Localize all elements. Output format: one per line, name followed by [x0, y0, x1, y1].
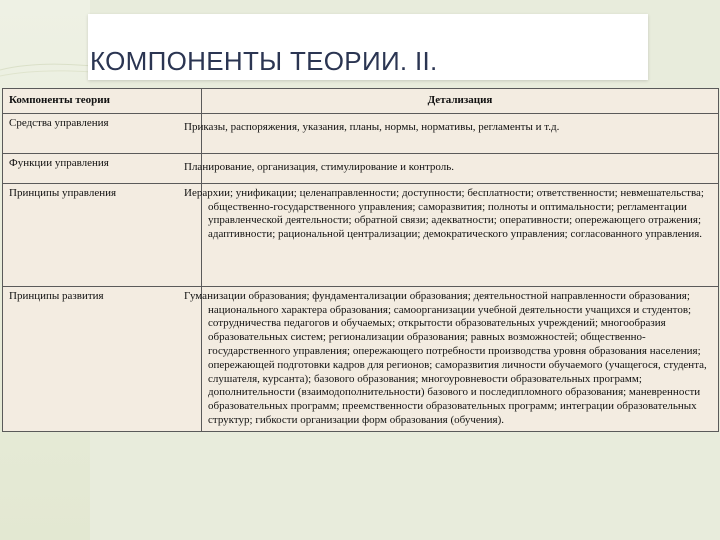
detail-cell: Гуманизации образования; фундаментализации образования; деятельностной направленности образования; национального характера образования; самоорганизации учебной деятельности учащихся и студентов; сотрудничества педагогов и обучаемых; открытости образовательных учреждений; многообразия образовательных систем; регионализации образования; равных возможностей; общественно-государственного управления; опережающего потребности производства уровня образования населения; опережающей подготовки кадров для регионов; саморазвития личности обучаемого (учащегося, студента, слушателя, курсанта); базового образования; многоуровневости образовательных программ; дополнительности (взаимодополнительности) базового и последипломного образования; маневренности образовательных программ; преемственности образовательных программ; интеграции образовательных структур; гибкости организации форм образования (обучения). [202, 286, 719, 431]
slide-title: КОМПОНЕНТЫ ТЕОРИИ. II. [90, 46, 438, 76]
theory-components-table [2, 88, 719, 432]
detail-cell: Планирование, организация, стимулирование и контроль. [202, 153, 719, 183]
table-row [3, 153, 719, 183]
table-row [3, 286, 719, 431]
detail-cell: Приказы, распоряжения, указания, планы, нормы, нормативы, регламенты и т.д. [202, 113, 719, 153]
component-cell: Функции управления [3, 153, 202, 183]
detail-cell: Иерархии; унификации; целенаправленности; доступности; бесплатности; ответственности; невмешательства; общественно-государственного управления; саморазвития; полноты и оптимальности; регламентации управленческой деятельности; обратной связи; адекватности; оперативности; опережающего отражения; адаптивности; рациональной централизации; демократического управления; согласованного управления. [202, 183, 719, 286]
component-cell: Средства управления [3, 113, 202, 153]
component-cell: Принципы развития [3, 286, 202, 431]
component-cell: Принципы управления [3, 183, 202, 286]
table-row [3, 113, 719, 153]
column-header-detail: Детализация [202, 89, 719, 114]
column-header-components: Компоненты теории [3, 89, 202, 114]
table-row [3, 183, 719, 286]
table-header-row [3, 89, 719, 114]
